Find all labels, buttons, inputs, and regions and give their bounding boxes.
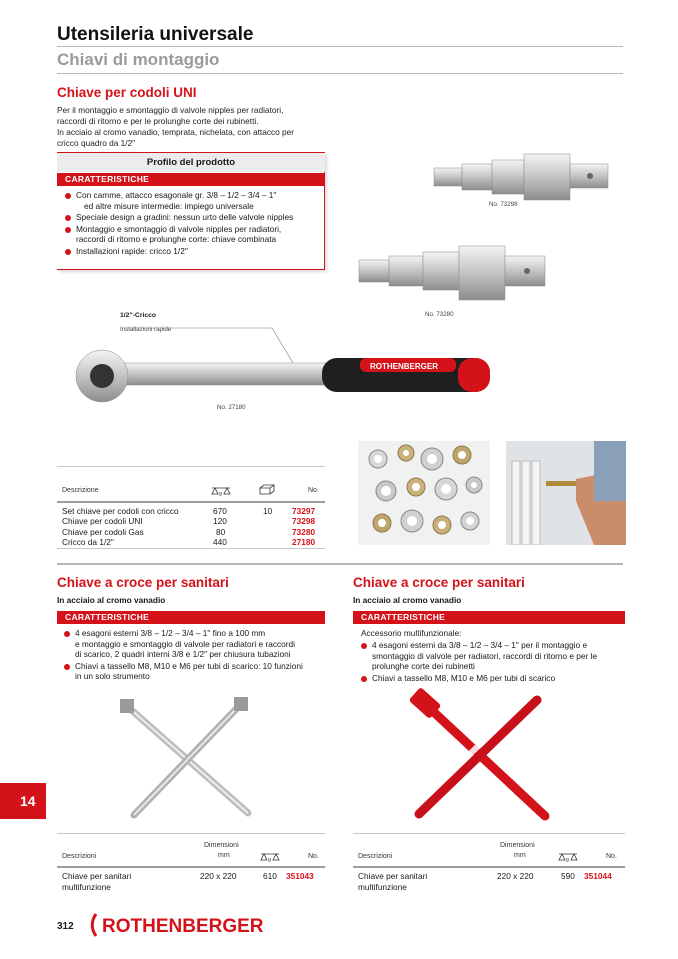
ratchet-brand-label: ROTHENBERGER <box>370 362 439 371</box>
red-cross-wrench-image <box>405 688 560 828</box>
subtitle-divider <box>57 73 623 74</box>
section-subtitle: In acciaio al cromo vanadio <box>353 595 462 605</box>
table1-header-rule <box>57 501 325 503</box>
feature-item: Speciale design a gradini: nessun urto delle valvole nipples <box>63 212 321 223</box>
row-code: 73297 <box>292 506 316 516</box>
table3-header-no: No. <box>606 853 617 860</box>
caption-73298: No. 73298 <box>489 201 518 208</box>
table1-top-rule <box>57 466 325 467</box>
row-code: 351043 <box>286 871 314 881</box>
row-code: 73280 <box>292 527 316 537</box>
row-qty: 10 <box>263 506 273 516</box>
table-row: Chiave per codoli UNI <box>62 516 143 526</box>
header-divider <box>57 46 623 47</box>
section-intro <box>57 105 327 149</box>
intro-line: In acciaio al cromo vanadio, temprata, nichelata, con attacco per <box>57 127 295 137</box>
row-weight: 80 <box>216 527 226 537</box>
table2-header-dim: Dimensioni <box>204 842 239 849</box>
table3-header-dim: Dimensioni <box>500 842 535 849</box>
installation-photo <box>506 441 626 545</box>
intro-line: raccordi di ritorno e per le prolunghe corte dei rubinetti. <box>57 116 259 126</box>
row-weight: 670 <box>213 506 227 516</box>
table-row: Set chiave per codoli con cricco <box>62 506 179 516</box>
rothenberger-logo <box>90 910 295 940</box>
features-band: CARATTERISTICHE <box>57 173 325 186</box>
section-title-cross-wrench: Chiave a croce per sanitari <box>57 575 229 590</box>
table-row: Chiave per sanitari multifunzione <box>62 871 132 892</box>
svg-text:g: g <box>268 857 271 862</box>
ratchet-subtitle: Installazioni rapide <box>120 326 172 333</box>
weight-icon <box>259 850 281 862</box>
features-band: CARATTERISTICHE <box>57 611 325 624</box>
section-title-cross-wrench-red: Chiave a croce per sanitari <box>353 575 525 590</box>
ratchet-title: 1/2"-Cricco <box>120 312 157 319</box>
row-weight: 590 <box>561 871 575 881</box>
page-title: Utensileria universale <box>57 24 254 45</box>
table-row: Cricco da 1/2" <box>62 537 114 547</box>
chapter-tab: 14 <box>0 783 46 819</box>
feature-item: Chiavi a tassello M8, M10 e M6 per tubi di scarico: 10 funzioni in un solo strumento <box>62 661 324 682</box>
table2-header-rule <box>57 866 325 868</box>
profile-title: Profilo del prodotto <box>57 152 325 172</box>
row-code: 351044 <box>584 871 612 881</box>
feature-item: Montaggio e smontaggio di valvole nipples per radiatori, raccordi di ritorno e prolunghe corte: chiave combinata <box>63 224 321 245</box>
row-weight: 610 <box>263 871 277 881</box>
table2-header-unit: mm <box>218 852 230 859</box>
package-icon <box>258 484 276 496</box>
weight-icon <box>210 484 232 496</box>
table2-header-no: No. <box>308 853 319 860</box>
section-subtitle: In acciaio al cromo vanadio <box>57 595 166 605</box>
table3-top-rule <box>353 833 625 834</box>
page-number: 312 <box>57 921 74 932</box>
product-profile-box <box>57 152 325 270</box>
intro-line: cricco quadro da 1/2" <box>57 138 136 148</box>
table3-header-unit: mm <box>514 852 526 859</box>
features-list <box>359 640 625 684</box>
page-subtitle: Chiavi di montaggio <box>57 50 220 69</box>
stepped-key-73298-image <box>430 140 625 210</box>
section-title-codoli: Chiave per codoli UNI <box>57 85 197 100</box>
features-list <box>63 190 321 257</box>
table1-bottom-rule <box>57 548 325 549</box>
caption-27180: No. 27180 <box>217 404 246 411</box>
section-divider <box>57 563 623 565</box>
svg-text:g: g <box>219 491 222 496</box>
table2-top-rule <box>57 833 325 834</box>
nipple-keys-photo <box>358 441 490 545</box>
row-weight: 120 <box>213 516 227 526</box>
feature-item: 4 esagoni esterni da 3/8 – 1/2 – 3/4 – 1" per il montaggio e smontaggio di valvole per radiatori, raccordi di ritorno e per le prolunghe corte dei rubinetti <box>359 640 625 672</box>
chrome-cross-wrench-image <box>112 695 262 825</box>
table3-header-desc: Descrizioni <box>358 853 393 860</box>
stepped-key-73280-image <box>355 238 555 308</box>
weight-icon <box>557 850 579 862</box>
features-band: CARATTERISTICHE <box>353 611 625 624</box>
feature-item: Con camme, attacco esagonale gr. 3/8 – 1/2 – 3/4 – 1" ed altre misure intermedie: impiego universale <box>63 190 321 211</box>
feature-item: Chiavi a tassello M8, M10 e M6 per tubi di scarico <box>359 673 625 684</box>
table3-header-rule <box>353 866 625 868</box>
table-row: Chiave per sanitari multifunzione <box>358 871 428 892</box>
row-code: 27180 <box>292 537 316 547</box>
row-dimension: 220 x 220 <box>497 871 534 881</box>
table1-header-desc: Descrizione <box>62 487 99 494</box>
table-row: Chiave per codoli Gas <box>62 527 144 537</box>
caption-73280: No. 73280 <box>425 311 454 318</box>
table1-header-no: No. <box>308 487 319 494</box>
intro-line: Per il montaggio e smontaggio di valvole nipples per radiatori, <box>57 105 284 115</box>
brand-name: ROTHENBERGER <box>102 916 264 937</box>
row-weight: 440 <box>213 537 227 547</box>
row-dimension: 220 x 220 <box>200 871 237 881</box>
svg-text:g: g <box>566 857 569 862</box>
ratchet-image <box>60 318 500 418</box>
features-lead: Accessorio multifunzionale: <box>361 628 462 638</box>
features-list <box>62 628 324 683</box>
feature-item: Installazioni rapide: cricco 1/2" <box>63 246 321 257</box>
row-code: 73298 <box>292 516 316 526</box>
table2-header-desc: Descrizioni <box>62 853 97 860</box>
feature-item: 4 esagoni esterni 3/8 – 1/2 – 3/4 – 1" fino a 100 mm e montaggio e smontaggio di valvole per radiatori e raccordi di scarico, 2 quadri interni 3/8 e 1/2" per chiusura tubazioni <box>62 628 324 660</box>
